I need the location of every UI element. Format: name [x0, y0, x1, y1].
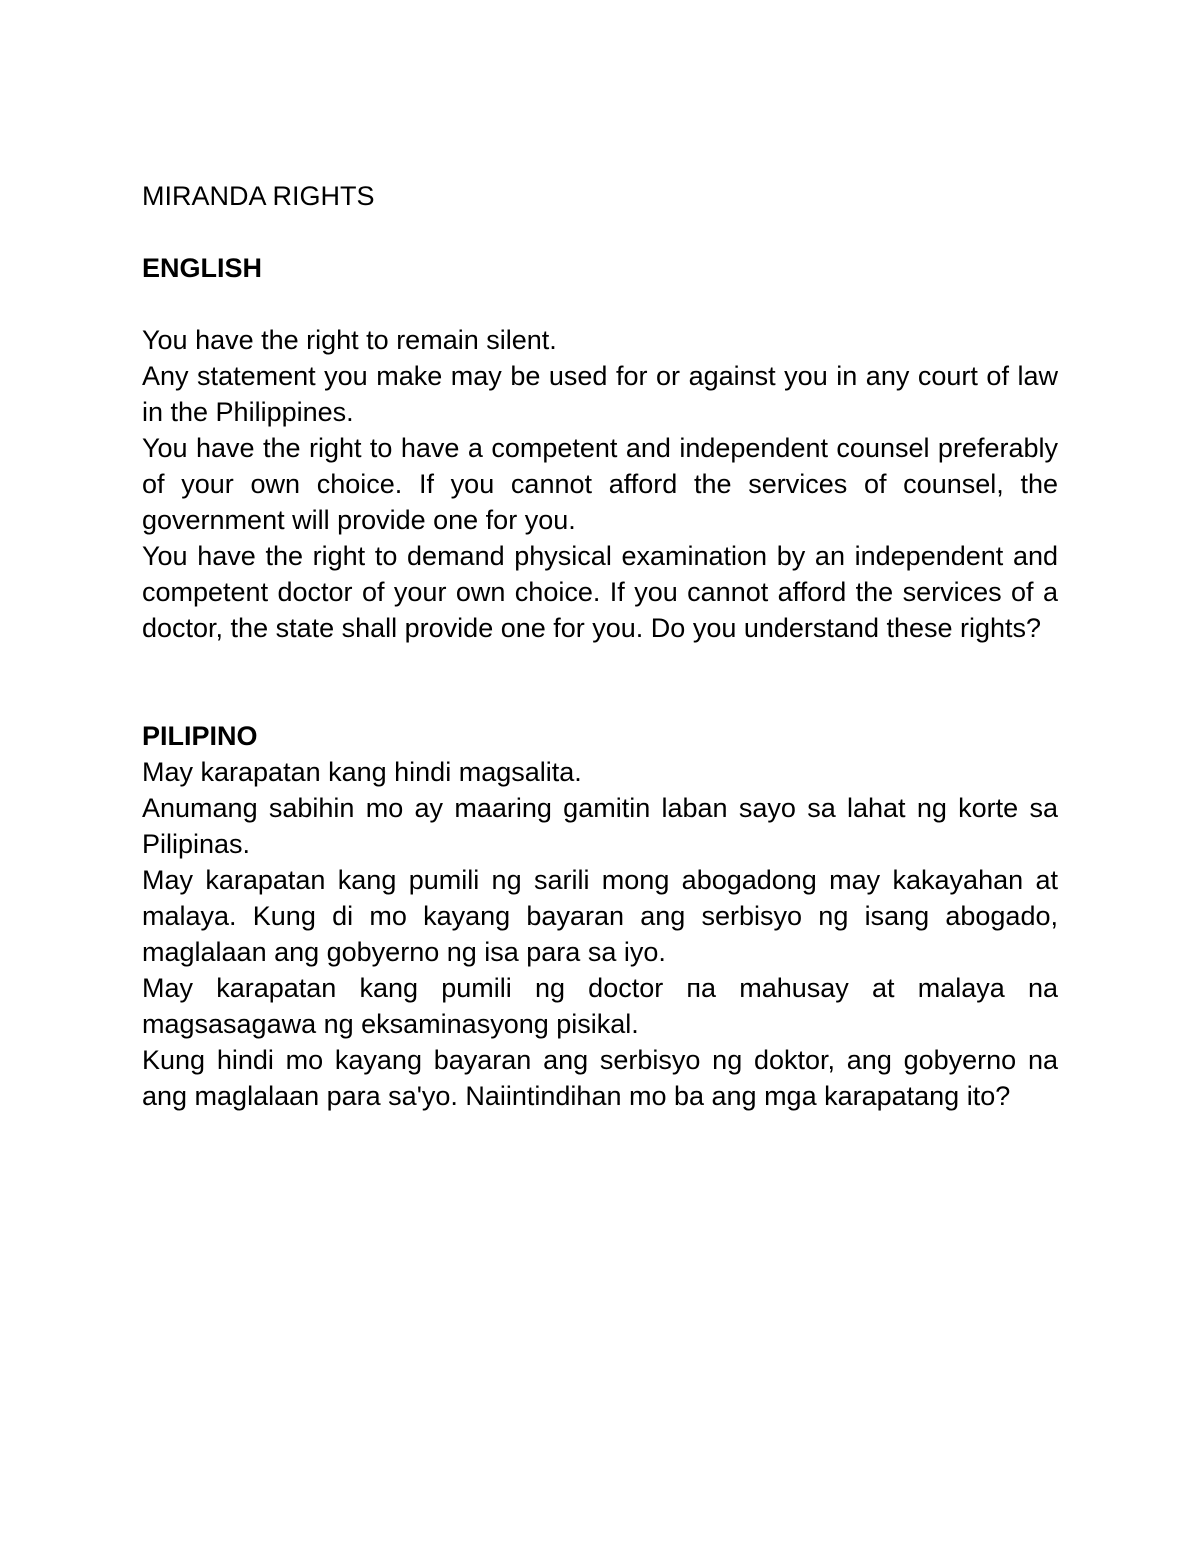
document-title: MIRANDA RIGHTS: [142, 181, 375, 211]
pilipino-paragraph: Anumang sabihin mo ay maaring gamitin laban sayo sa lahat ng korte sa Pilipinas.: [142, 793, 1058, 859]
document-page: [142, 178, 1058, 1114]
pilipino-paragraph: May karapatan kang pumili ng doctor па mahusay at malaya na magsasagawa ng eksaminasyong pisikal.: [142, 973, 1058, 1039]
pilipino-paragraph: May karapatan kang pumili ng sarili mong abogadong may kakayahan at malaya. Kung di mo kayang bayaran ang serbisyo ng isang abogado, maglalaan ang gobyerno ng isa para sa iyo.: [142, 865, 1058, 967]
pilipino-paragraph: May karapatan kang hindi magsalita.: [142, 757, 582, 787]
english-paragraph: You have the right to remain silent.: [142, 325, 557, 355]
english-paragraph: You have the right to have a competent and independent counsel preferably of your own choice. If you cannot afford the services of counsel, the government will provide one for you.: [142, 433, 1058, 535]
pilipino-paragraph: Kung hindi mo kayang bayaran ang serbisyo ng doktor, ang gobyerno na ang maglalaan para sa'yo. Naiintindihan mo ba ang mga karapatang ito?: [142, 1045, 1058, 1111]
english-paragraph: You have the right to demand physical examination by an independent and competent doctor of your own choice. If you cannot afford the services of a doctor, the state shall provide one for you. Do you understand these rights?: [142, 541, 1058, 643]
english-paragraph: Any statement you make may be used for or against you in any court of law in the Philippines.: [142, 361, 1058, 427]
section-heading-english: ENGLISH: [142, 253, 263, 283]
section-heading-pilipino: PILIPINO: [142, 721, 258, 751]
english-section: [142, 322, 1058, 646]
pilipino-section: [142, 754, 1058, 1114]
